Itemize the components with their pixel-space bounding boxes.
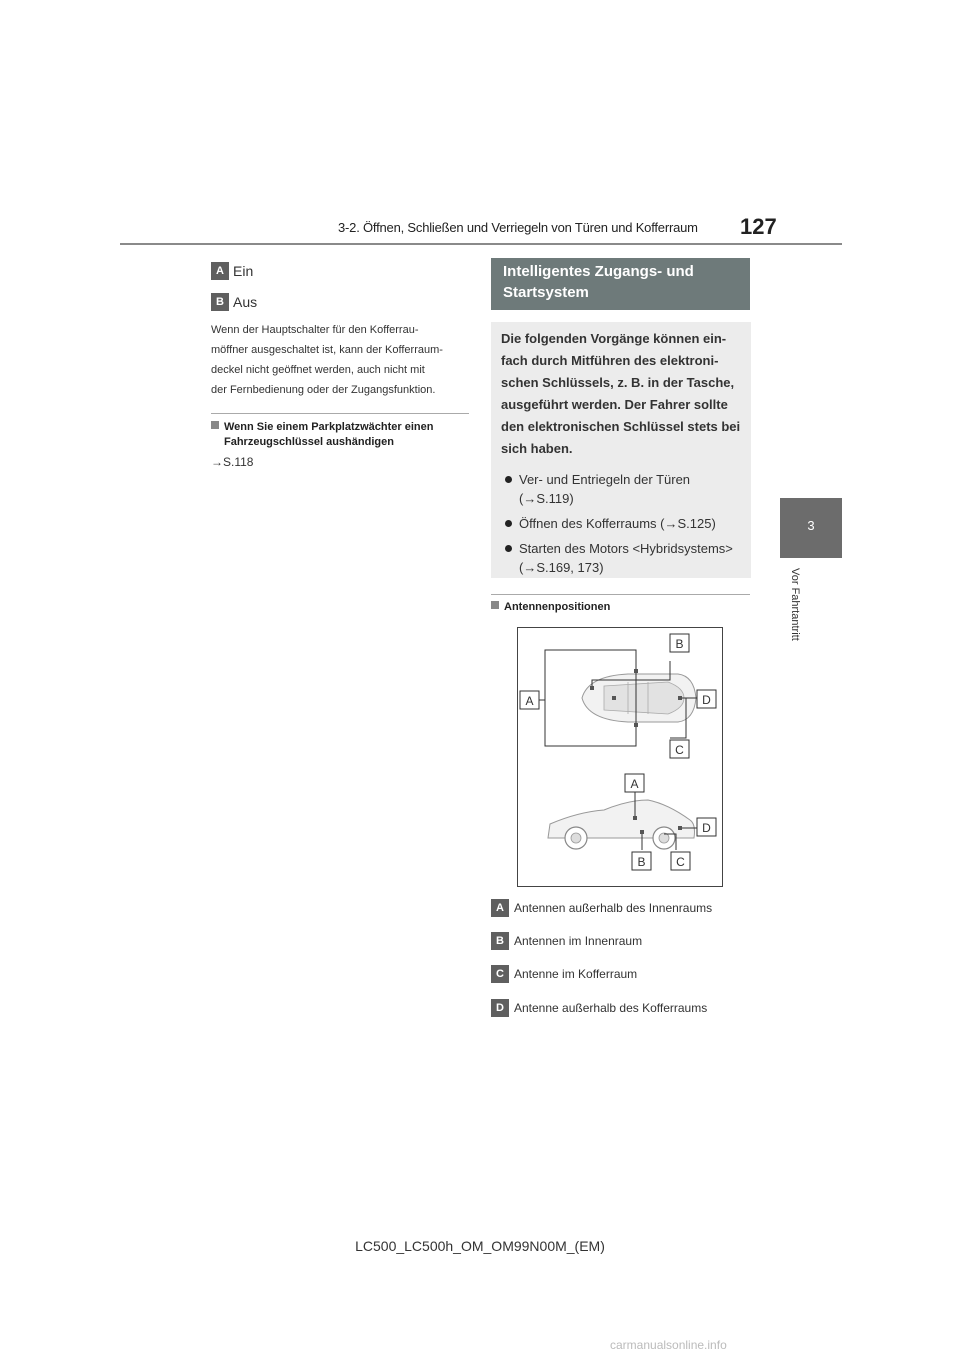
header-divider bbox=[120, 243, 842, 245]
legend-text-a: Antennen außerhalb des Innenraums bbox=[514, 901, 713, 915]
section-divider bbox=[491, 594, 750, 595]
diagram-label-top-d: D bbox=[702, 693, 711, 707]
legend-badge-b: B bbox=[491, 932, 509, 950]
legend-text-d: Antenne außerhalb des Kofferraums bbox=[514, 1001, 708, 1015]
watermark: carmanualsonline.info bbox=[610, 1338, 727, 1352]
chapter-label-text: Vor Fahrtantritt bbox=[789, 568, 801, 641]
diagram-label-side-a: A bbox=[630, 777, 639, 791]
item-aus: Aus bbox=[233, 294, 258, 310]
bullet-start-engine: Starten des Motors <Hybridsystems> (→S.169, 173) bbox=[501, 539, 741, 577]
box-intro: Die folgenden Vorgänge können ein- fach durch Mitführen des elektroni- schen Schlüssels, z. B. in der Tasche, ausgeführt werden. Der Fahrer sollte den elektronischen Schlüssel stets bei sich haben. bbox=[501, 331, 741, 456]
antenna-diagram bbox=[517, 627, 723, 887]
page-number: 127 bbox=[740, 214, 777, 239]
page-reference[interactable]: (→S.169, 173) bbox=[519, 560, 604, 575]
legend-badge-c: C bbox=[491, 965, 509, 983]
section-title: 3-2. Öffnen, Schließen und Verriegeln von Türen und Kofferraum bbox=[338, 220, 698, 235]
diagram-label-side-b: B bbox=[637, 855, 646, 869]
antenna-subheading: Antennenpositionen bbox=[491, 600, 610, 615]
page-reference[interactable]: →S.118 bbox=[211, 455, 254, 469]
antenna-diagram-svg bbox=[518, 628, 722, 886]
square-bullet-icon bbox=[491, 601, 499, 609]
legend-text-b: Antennen im Innenraum bbox=[514, 934, 643, 948]
legend-text-c: Antenne im Kofferraum bbox=[514, 967, 638, 981]
diagram-label-side-c: C bbox=[676, 855, 685, 869]
page-reference[interactable]: (→S.119) bbox=[519, 491, 574, 506]
paragraph-line: deckel nicht geöffnet werden, auch nicht mit bbox=[211, 364, 425, 376]
chapter-tab: 3 bbox=[780, 498, 842, 558]
main-switch-paragraph bbox=[211, 320, 471, 400]
document-code: LC500_LC500h_OM_OM99N00M_(EM) bbox=[355, 1238, 605, 1254]
bullet-open-trunk: Öffnen des Kofferraums (→S.125) bbox=[501, 514, 741, 533]
square-bullet-icon bbox=[211, 421, 219, 429]
legend-badge-d: D bbox=[491, 999, 509, 1017]
paragraph-line: Wenn der Hauptschalter für den Kofferrau- bbox=[211, 324, 419, 336]
valet-subheading: Wenn Sie einem Parkplatzwächter einen Fahrzeugschlüssel aushändigen bbox=[211, 420, 471, 450]
paragraph-line: der Fernbedienung oder der Zugangsfunktion. bbox=[211, 384, 436, 396]
badge-a: A bbox=[211, 262, 229, 280]
diagram-label-side-d: D bbox=[702, 821, 711, 835]
smart-access-heading: Intelligentes Zugangs- und Startsystem bbox=[491, 258, 750, 310]
diagram-label-top-b: B bbox=[675, 637, 684, 651]
diagram-label-top-a: A bbox=[525, 694, 534, 708]
legend-badge-a: A bbox=[491, 899, 509, 917]
smart-access-box bbox=[491, 322, 751, 578]
chapter-label bbox=[787, 560, 803, 670]
diagram-label-top-c: C bbox=[675, 743, 684, 757]
badge-b: B bbox=[211, 293, 229, 311]
item-ein: Ein bbox=[233, 263, 254, 279]
bullet-lock-unlock: Ver- und Entriegeln der Türen (→S.119) bbox=[501, 470, 741, 508]
section-divider bbox=[211, 413, 469, 414]
car-side-view-icon bbox=[548, 800, 695, 849]
paragraph-line: möffner ausgeschaltet ist, kann der Kofferraum- bbox=[211, 344, 443, 356]
